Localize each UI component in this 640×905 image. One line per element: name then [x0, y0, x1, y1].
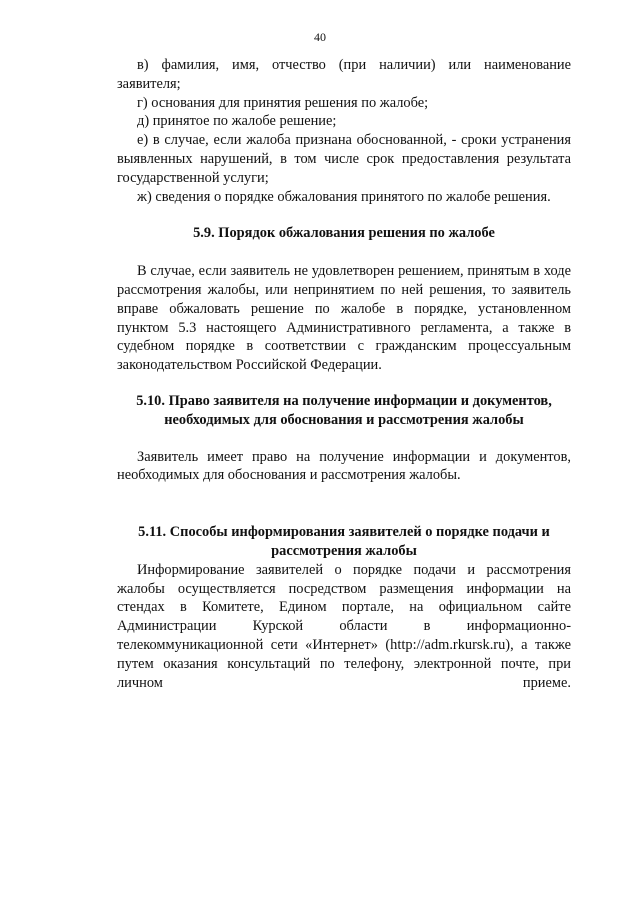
list-item-v: в) фамилия, имя, отчество (при наличии) или наименование заявителя; [117, 57, 571, 92]
section-5-10-heading-line1: 5.10. Право заявителя на получение информации и документов, [136, 392, 552, 409]
section-5-11-paragraph: Информирование заявителей о порядке подачи и рассмотрения жалобы осуществляется посредством размещения информации на стендах в Комитете, Едином портале, на официальном сайте Администрации Курской области в информационно-телекоммуникационной сети «Интернет» (http://adm.rkursk.ru), а также путем оказания консультаций по телефону, электронной почте, при личном приеме. [117, 561, 571, 691]
section-5-11-heading [117, 523, 571, 561]
section-5-11-heading-line1: 5.11. Способы информирования заявителей о порядке подачи и [138, 524, 550, 541]
list-item-e: е) в случае, если жалоба признана обоснованной, - сроки устранения выявленных нарушений, в том числе срок предоставления результата государственной услуги; [117, 132, 571, 186]
list-item-zh: ж) сведения о порядке обжалования принятого по жалобе решения. [137, 188, 551, 205]
document-body [117, 56, 571, 692]
section-5-9-paragraph: В случае, если заявитель не удовлетворен решением, принятым в ходе рассмотрения жалобы, или непринятием по ней решения, то заявитель вправе обжаловать решение по жалобе в порядке, установленном пунктом 5.3 настоящего Административного регламента, а также в судебном порядке в соответствии с гражданским процессуальным законодательством Российской Федерации. [117, 263, 571, 374]
section-5-10-paragraph: Заявитель имеет право на получение информации и документов, необходимых для обоснования и рассмотрения жалобы. [117, 448, 571, 484]
page-number: 40 [314, 30, 326, 44]
section-5-10-heading [117, 392, 571, 430]
section-5-9-heading: 5.9. Порядок обжалования решения по жалобе [193, 225, 495, 242]
list-item-d: д) принятое по жалобе решение; [137, 113, 337, 130]
section-5-10-heading-line2: необходимых для обоснования и рассмотрения жалобы [164, 411, 524, 428]
section-5-11-heading-line2: рассмотрения жалобы [271, 542, 417, 559]
list-item-g: г) основания для принятия решения по жалобе; [137, 94, 429, 111]
